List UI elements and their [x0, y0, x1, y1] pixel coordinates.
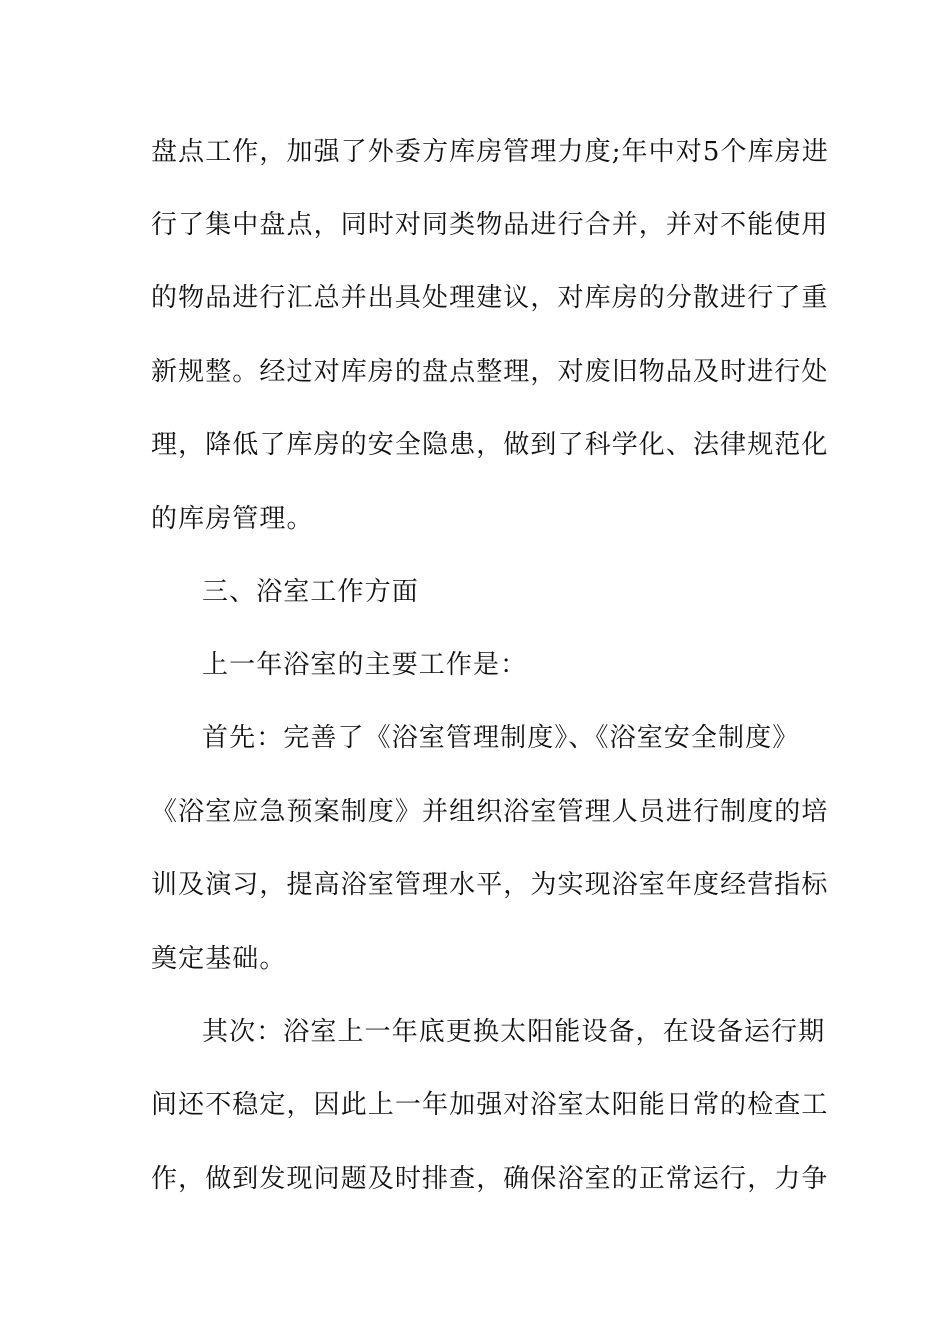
paragraph-3-line-3: 作，做到发现问题及时排查，确保浴室的正常运行，力争	[151, 1164, 829, 1194]
paragraph-1-line-1: 盘点工作，加强了外委方库房管理力度;年中对5个库房进	[151, 137, 829, 167]
intro-line: 上一年浴室的主要工作是：	[202, 650, 528, 680]
paragraph-3-line-2: 间还不稳定，因此上一年加强对浴室太阳能日常的检查工	[151, 1090, 829, 1120]
paragraph-2-line-3: 训及演习，提高浴室管理水平，为实现浴室年度经营指标	[151, 870, 829, 900]
section-heading: 三、浴室工作方面	[202, 577, 419, 607]
paragraph-1-line-5: 理，降低了库房的安全隐患，做到了科学化、法律规范化	[151, 430, 829, 460]
paragraph-2-line-1: 首先：完善了《浴室管理制度》、《浴室安全制度》	[202, 723, 800, 753]
paragraph-2-line-2: 《浴室应急预案制度》并组织浴室管理人员进行制度的培	[151, 797, 829, 827]
paragraph-2-line-4: 奠定基础。	[151, 944, 287, 974]
paragraph-3-line-1: 其次：浴室上一年底更换太阳能设备，在设备运行期	[202, 1017, 826, 1047]
paragraph-1-line-6: 的库房管理。	[151, 504, 314, 534]
paragraph-1-line-2: 行了集中盘点，同时对同类物品进行合并，并对不能使用	[151, 210, 829, 240]
paragraph-1-line-4: 新规整。经过对库房的盘点整理，对废旧物品及时进行处	[151, 357, 829, 387]
paragraph-1-line-3: 的物品进行汇总并出具处理建议，对库房的分散进行了重	[151, 283, 829, 313]
